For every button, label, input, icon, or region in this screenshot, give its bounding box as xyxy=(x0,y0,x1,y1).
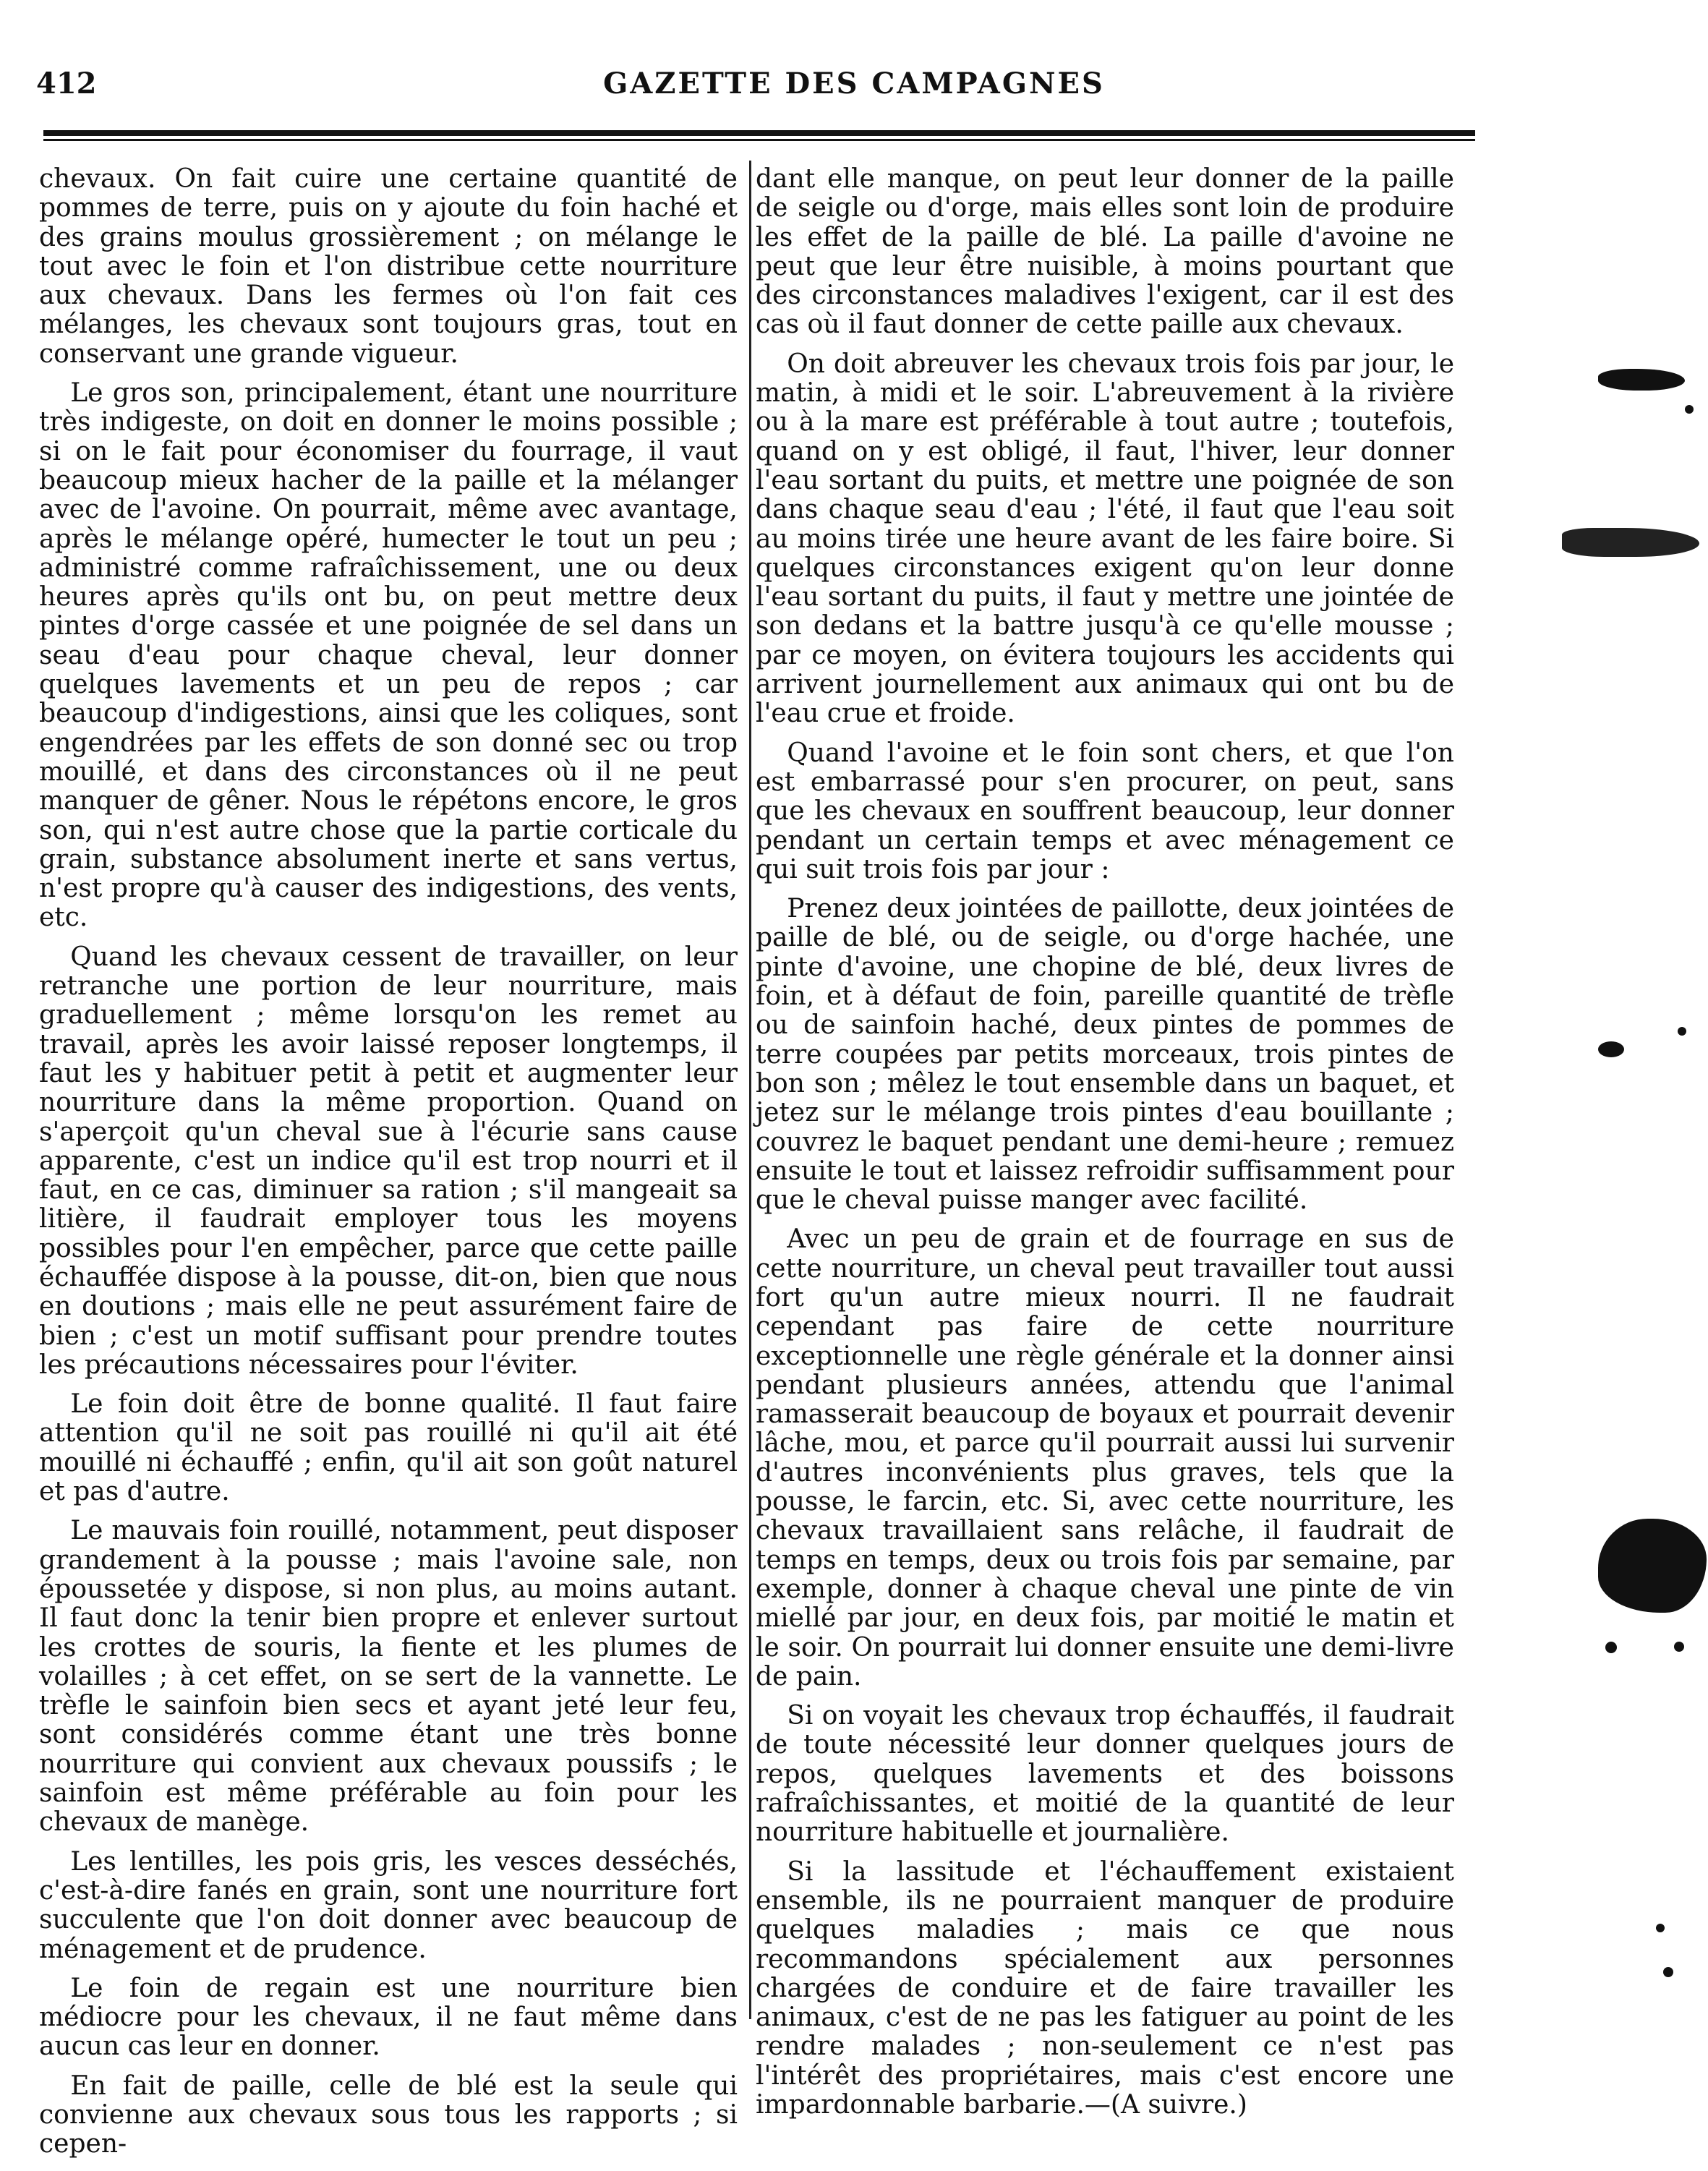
paragraph: Prenez deux jointées de paillotte, deux jointées de paille de blé, ou de seigle, ou d'orge hachée, une pinte d'avoine, une chopine de blé, deux livres de foin, et à défaut de foin, pareille quantité de trèfle ou de sainfoin haché, deux pintes de pommes de terre coupées par petits morceaux, trois pintes de bon son ; mêlez le tout ensemble dans un baquet, et jetez sur le mélange trois pintes d'eau bouillante ; couvrez le baquet pendant une demi-heure ; remuez ensuite le tout et laissez refroidir suffisamment pour que le cheval puisse manger avec facilité. xyxy=(756,894,1454,1216)
paragraph: chevaux. On fait cuire une certaine quantité de pommes de terre, puis on y ajoute du foin haché et des grains moulus grossièrement ; on mélange le tout avec le foin et l'on distribue cette nourriture aux chevaux. Dans les fermes où l'on fait ces mélanges, les chevaux sont toujours gras, tout en conservant une grande vigueur. xyxy=(39,164,738,369)
column-divider xyxy=(749,161,751,2019)
paragraph: Si on voyait les chevaux trop échauffés, il faudrait de toute nécessité leur donner quelques jours de repos, quelques lavements et des boissons rafraîchissantes, et moitié de la quantité de leur nourriture habituelle et journalière. xyxy=(756,1701,1454,1848)
ink-speck xyxy=(1598,1041,1624,1057)
header-rule-thick xyxy=(43,130,1475,136)
paragraph: Le mauvais foin rouillé, notamment, peut disposer grandement à la pousse ; mais l'avoine sale, non époussetée y dispose, si non plus, au moins autant. Il faut donc la tenir bien propre et enlever surtout les crottes de souris, la fiente et les plumes de volailles ; à cet effet, on se sert de la vannette. Le trèfle le sainfoin bien secs et ayant jeté leur feu, sont considérés comme étant une très bonne nourriture qui convient aux chevaux poussifs ; le sainfoin est même préférable au foin pour les chevaux de manège. xyxy=(39,1516,738,1838)
running-title: GAZETTE DES CAMPAGNES xyxy=(603,67,1105,101)
paragraph: Les lentilles, les pois gris, les vesces desséchés, c'est-à-dire fanés en grain, sont une nourriture fort succulente que l'on doit donner avec beaucoup de ménagement et de prudence. xyxy=(39,1846,738,1964)
ink-speck xyxy=(1656,1924,1665,1932)
ink-speck xyxy=(1605,1642,1617,1653)
paragraph: En fait de paille, celle de blé est la seule qui convienne aux chevaux sous tous les rapports ; si cepen- xyxy=(39,2070,738,2159)
ink-speck xyxy=(1678,1027,1686,1036)
ink-speck xyxy=(1663,1967,1673,1977)
ink-blot xyxy=(1598,1519,1707,1613)
paragraph: Le foin de regain est une nourriture bien médiocre pour les chevaux, il ne faut même dans aucun cas leur en donner. xyxy=(39,1973,738,2062)
paragraph: Le foin doit être de bonne qualité. Il faut faire attention qu'il ne soit pas rouillé ni qu'il ait été mouillé ni échauffé ; enfin, qu'il ait son goût naturel et pas d'autre. xyxy=(39,1389,738,1507)
paragraph: Quand les chevaux cessent de travailler, on leur retranche une portion de leur nourriture, mais graduellement ; même lorsqu'on les remet au travail, après les avoir laissé reposer longtemps, il faut les y habituer petit à petit et augmenter leur nourriture dans la même proportion. Quand on s'aperçoit qu'un cheval sue à l'écurie sans cause apparente, c'est un indice qu'il est trop nourri et il faut, en ce cas, diminuer sa ration ; s'il mangeait sa litière, il faudrait employer tous les moyens possibles pour l'en empêcher, parce que cette paille échauffée dispose à la pousse, dit-on, bien que nous en doutions ; mais elle ne peut assurément faire de bien ; c'est un motif suffisant pour prendre toutes les précautions nécessaires pour l'éviter. xyxy=(39,942,738,1380)
paragraph: Quand l'avoine et le foin sont chers, et que l'on est embarrassé pour s'en procurer, on peut, sans que les chevaux en souffrent beaucoup, leur donner pendant un certain temps et avec ménagement ce qui suit trois fois par jour : xyxy=(756,738,1454,884)
page-number: 412 xyxy=(36,67,97,101)
header-rule-thin xyxy=(43,139,1475,141)
ink-blot xyxy=(1598,369,1685,391)
ink-blot xyxy=(1562,528,1699,557)
paragraph: Le gros son, principalement, étant une nourriture très indigeste, on doit en donner le moins possible ; si on le fait pour économiser du fourrage, il vaut beaucoup mieux hacher de la paille et la mélanger avec de l'avoine. On pourrait, même avec avantage, après le mélange opéré, humecter le tout un peu ; administré comme rafraîchissement, une ou deux heures après qu'ils ont bu, on peut mettre deux pintes d'orge cassée et une poignée de sel dans un seau d'eau pour chaque cheval, leur donner quelques lavements et un peu de repos ; car beaucoup d'indigestions, ainsi que les coliques, sont engendrées par les effets de son donné sec ou trop mouillé, et dans des circonstances où il ne peut manquer de gêner. Nous le répétons encore, le gros son, qui n'est autre chose que la partie corticale du grain, substance absolument inerte et sans vertus, n'est propre qu'à causer des indigestions, des vents, etc. xyxy=(39,378,738,933)
paragraph: Si la lassitude et l'échauffement existaient ensemble, ils ne pourraient manquer de produire quelques maladies ; mais ce que nous recommandons spécialement aux personnes chargées de conduire et de faire travailler les animaux, c'est de ne pas les fatiguer au point de les rendre malades ; non-seulement ce n'est pas l'intérêt des propriétaires, mais c'est encore une impardonnable barbarie.—(A suivre.) xyxy=(756,1856,1454,2120)
left-column xyxy=(39,165,738,2170)
paragraph: Avec un peu de grain et de fourrage en sus de cette nourriture, un cheval peut travailler tout aussi fort qu'un autre mieux nourri. Il ne faudrait cependant pas faire de cette nourriture exceptionnelle une règle générale et la donner ainsi pendant plusieurs années, attendu que l'animal ramasserait beaucoup de boyaux et pourrait devenir lâche, mou, et parce qu'il pourrait aussi lui survenir d'autres inconvénients plus graves, tels que la pousse, le farcin, etc. Si, avec cette nourriture, les chevaux travaillaient sans relâche, il faudrait de temps en temps, deux ou trois fois par semaine, par exemple, donner à chaque cheval une pinte de vin miellé par jour, en deux fois, par moitié le matin et le soir. On pourrait lui donner ensuite une demi-livre de pain. xyxy=(756,1224,1454,1692)
ink-speck xyxy=(1674,1642,1684,1652)
paragraph: On doit abreuver les chevaux trois fois par jour, le matin, à midi et le soir. L'abreuvement à la rivière ou à la mare est préférable à tout autre ; toutefois, quand on y est obligé, il faut, l'hiver, leur donner l'eau sortant du puits, et mettre une poignée de son dans chaque seau d'eau ; l'été, il faut que l'eau soit au moins tirée une heure avant de les faire boire. Si quelques circonstances exigent qu'on leur donne l'eau sortant du puits, il faut y mettre une jointée de son dedans et la battre jusqu'à ce qu'elle mousse ; par ce moyen, on évitera toujours les accidents qui arrivent journellement aux animaux qui ont bu de l'eau crue et froide. xyxy=(756,349,1454,729)
right-column xyxy=(756,165,1454,2130)
ink-speck xyxy=(1685,405,1694,414)
paragraph: dant elle manque, on peut leur donner de la paille de seigle ou d'orge, mais elles sont loin de produire les effet de la paille de blé. La paille d'avoine ne peut que leur être nuisible, à moins pourtant que des circonstances maladives l'exigent, car il est des cas où il faut donner de cette paille aux chevaux. xyxy=(756,164,1454,340)
